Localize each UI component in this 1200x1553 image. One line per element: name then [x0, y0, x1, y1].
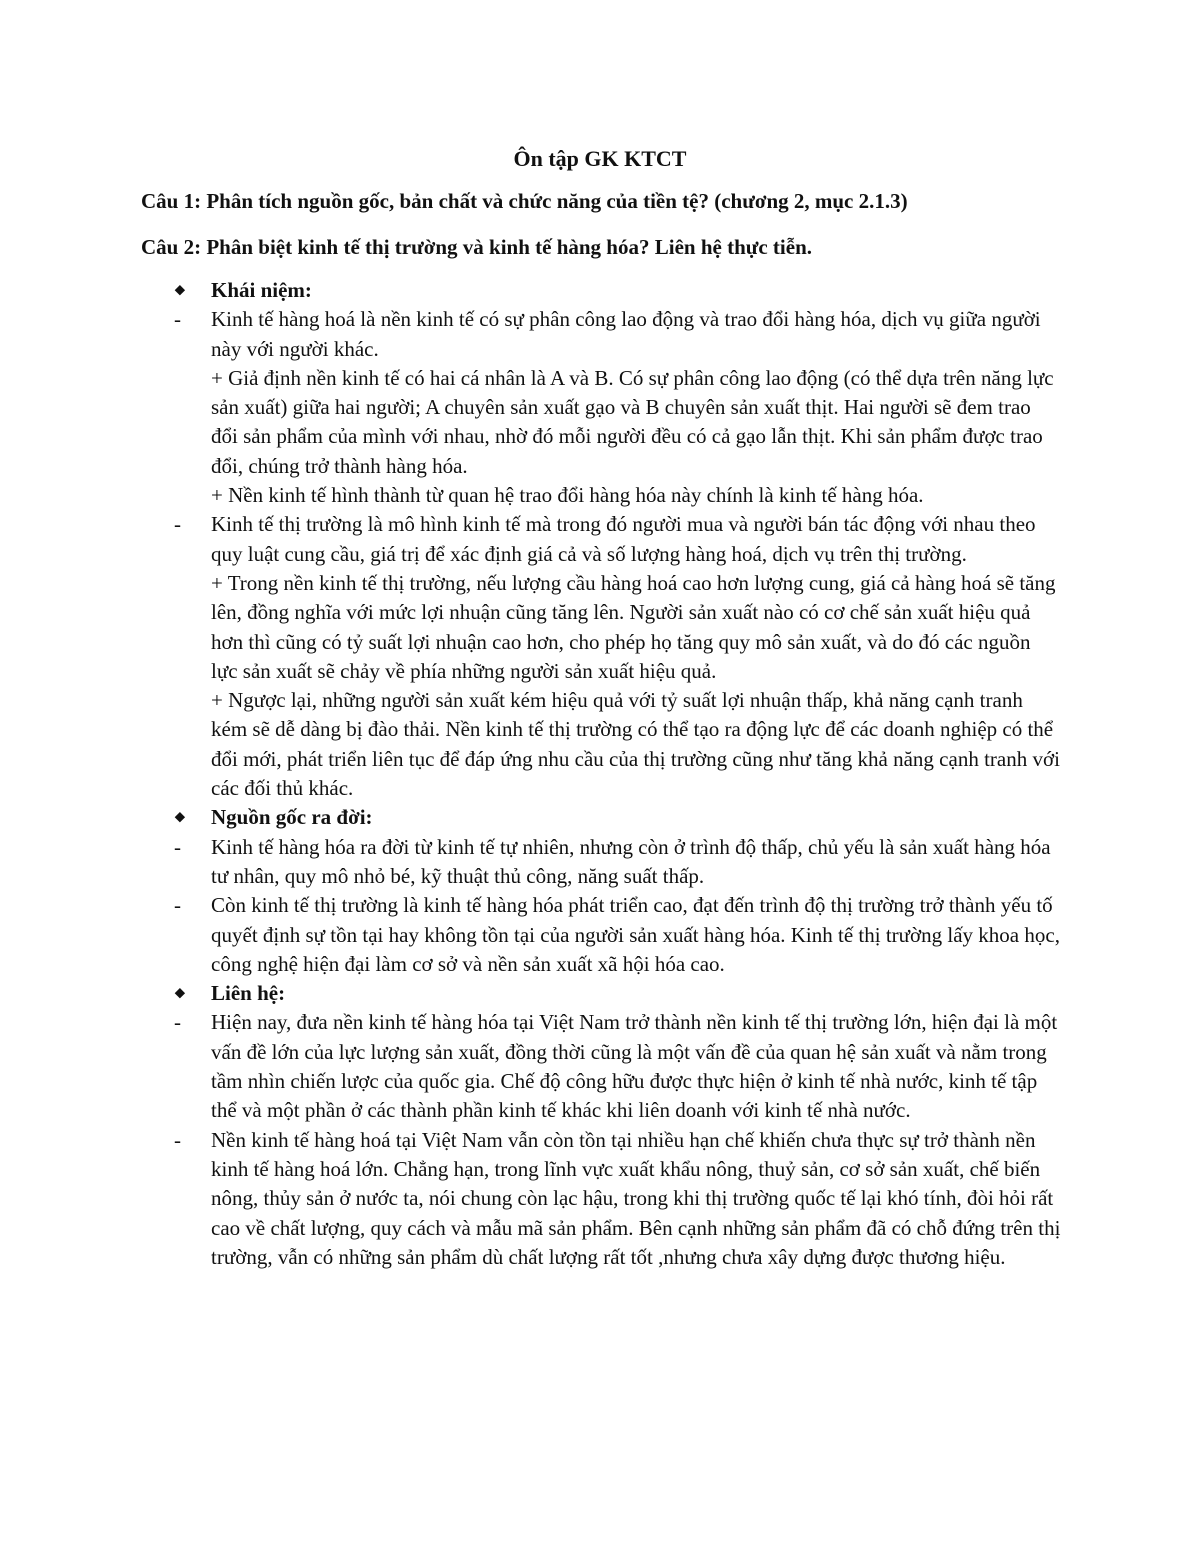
dash-marker: -	[174, 1010, 181, 1035]
list-item	[141, 1126, 1061, 1272]
dash-marker: -	[174, 307, 181, 332]
section-heading-lien-he	[141, 979, 1061, 1008]
dash-marker: -	[174, 834, 181, 859]
list-item	[141, 891, 1061, 979]
dash-marker: -	[174, 512, 181, 537]
list-item	[141, 305, 1061, 510]
question-2: Câu 2: Phân biệt kinh tế thị trường và kinh tế hàng hóa? Liên hệ thực tiễn.	[141, 235, 813, 259]
answer-content	[141, 276, 1061, 1272]
question-1: Câu 1: Phân tích nguồn gốc, bản chất và chức năng của tiền tệ? (chương 2, mục 2.1.3)	[141, 189, 908, 213]
paragraph: + Giả định nền kinh tế có hai cá nhân là A và B. Có sự phân công lao động (có thể dựa trên năng lực sản xuất) giữa hai người; A chuyên sản xuất gạo và B chuyên sản xuất thịt. Hai người sẽ đem trao đổi sản phẩm của mình với nhau, nhờ đó mỗi người đều có cả gạo lẫn thịt. Khi sản phẩm được trao đổi, chúng trở thành hàng hóa.	[211, 365, 1054, 478]
section-heading-khai-niem	[141, 276, 1061, 305]
paragraph: Kinh tế thị trường là mô hình kinh tế mà trong đó người mua và người bán tác động với nhau theo quy luật cung cầu, giá trị để xác định giá cả và số lượng hàng hoá, dịch vụ trên thị trường.	[211, 512, 1036, 566]
paragraph: Nền kinh tế hàng hoá tại Việt Nam vẫn còn tồn tại nhiều hạn chế khiến chưa thực sự trở thành nền kinh tế hàng hoá lớn. Chẳng hạn, trong lĩnh vực xuất khẩu nông, thuỷ sản, cơ sở sản xuất, chế biến nông, thủy sản ở nước ta, nói chung còn lạc hậu, trong khi thị trường quốc tế lại khó tính, đòi hỏi rất cao về chất lượng, quy cách và mẫu mã sản phẩm. Bên cạnh những sản phẩm đã có chỗ đứng trên thị trường, vẫn có những sản phẩm dù chất lượng rất tốt ,nhưng chưa xây dựng được thương hiệu.	[211, 1127, 1061, 1269]
paragraph: Kinh tế hàng hóa ra đời từ kinh tế tự nhiên, nhưng còn ở trình độ thấp, chủ yếu là sản xuất hàng hóa tư nhân, quy mô nhỏ bé, kỹ thuật thủ công, năng suất thấp.	[211, 834, 1051, 888]
bullet-icon: ⬥	[175, 810, 185, 826]
section-heading-nguon-goc	[141, 803, 1061, 832]
section-heading-text: Liên hệ:	[211, 981, 286, 1006]
dash-marker: -	[174, 893, 181, 918]
paragraph: + Nền kinh tế hình thành từ quan hệ trao đổi hàng hóa này chính là kinh tế hàng hóa.	[211, 483, 924, 508]
bullet-icon: ⬥	[175, 986, 185, 1002]
paragraph: Kinh tế hàng hoá là nền kinh tế có sự phân công lao động và trao đổi hàng hóa, dịch vụ giữa người này với người khác.	[211, 307, 1041, 361]
list-item	[141, 833, 1061, 892]
list-item	[141, 510, 1061, 803]
section-heading-text: Nguồn gốc ra đời:	[211, 805, 373, 830]
list-item	[141, 1008, 1061, 1125]
dash-marker: -	[174, 1127, 181, 1152]
paragraph: + Ngược lại, những người sản xuất kém hiệu quả với tỷ suất lợi nhuận thấp, khả năng cạnh tranh kém sẽ dễ dàng bị đào thải. Nền kinh tế thị trường có thể tạo ra động lực để các doanh nghiệp có thể đổi mới, phát triển liên tục để đáp ứng nhu cầu của thị trường cũng như tăng khả năng cạnh tranh với các đối thủ khác.	[211, 688, 1060, 801]
bullet-icon: ⬥	[175, 283, 185, 298]
section-heading-text: Khái niệm:	[211, 278, 312, 302]
document-title: Ôn tập GK KTCT	[513, 146, 687, 171]
paragraph: + Trong nền kinh tế thị trường, nếu lượng cầu hàng hoá cao hơn lượng cung, giá cả hàng hoá sẽ tăng lên, đồng nghĩa với mức lợi nhuận cũng tăng lên. Người sản xuất nào có cơ chế sản xuất hiệu quả hơn thì cũng có tỷ suất lợi nhuận cao hơn, cho phép họ tăng quy mô sản xuất, và do đó các nguồn lực sản xuất sẽ chảy về phía những người sản xuất hiệu quả.	[211, 570, 1056, 683]
paragraph: Hiện nay, đưa nền kinh tế hàng hóa tại Việt Nam trở thành nền kinh tế thị trường lớn, hiện đại là một vấn đề lớn của lực lượng sản xuất, đồng thời cũng là một vấn đề của quan hệ sản xuất và nằm trong tầm nhìn chiến lược của quốc gia. Chế độ công hữu được thực hiện ở kinh tế nhà nước, kinh tế tập thể và một phần ở các thành phần kinh tế khác khi liên doanh với kinh tế nhà nước.	[211, 1010, 1058, 1123]
paragraph: Còn kinh tế thị trường là kinh tế hàng hóa phát triển cao, đạt đến trình độ thị trường trở thành yếu tố quyết định sự tồn tại hay không tồn tại của người sản xuất hàng hóa. Kinh tế thị trường lấy khoa học, công nghệ hiện đại làm cơ sở và nền sản xuất xã hội hóa cao.	[211, 893, 1060, 976]
